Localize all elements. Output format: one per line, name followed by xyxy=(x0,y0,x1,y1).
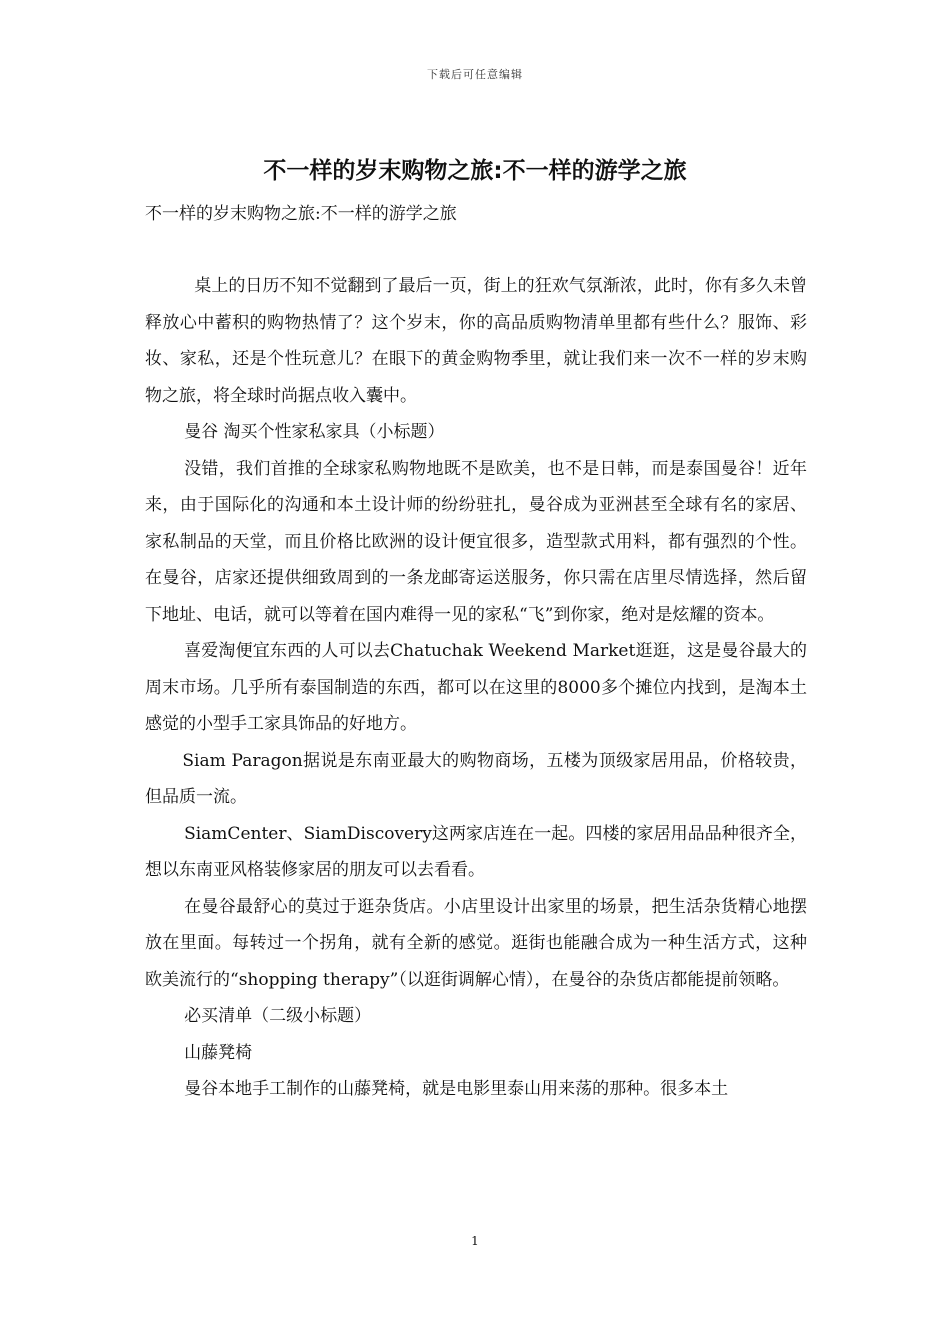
body-paragraph: 没错，我们首推的全球家私购物地既不是欧美，也不是日韩，而是泰国曼谷！近年来，由于国际化的沟通和本土设计师的纷纷驻扎，曼谷成为亚洲甚至全球有名的家居、家私制品的天堂，而且价格比欧洲的设计便宜很多，造型款式用料，都有强烈的个性。在曼谷，店家还提供细致周到的一条龙邮寄运送服务，你只需在店里尽情选择，然后留下地址、电话，就可以等着在国内难得一见的家私“飞”到你家，绝对是炫耀的资本。 xyxy=(145,458,807,625)
body-paragraph: SiamCenter、SiamDiscovery这两家店连在一起。四楼的家居用品品种很齐全，想以东南亚风格装修家居的朋友可以去看看。 xyxy=(145,823,807,880)
section-heading-bangkok: 曼谷 淘买个性家私家具（小标题） xyxy=(184,422,445,442)
body-paragraph: 曼谷本地手工制作的山藤凳椅，就是电影里泰山用来荡的那种。很多本土 xyxy=(184,1079,729,1099)
document-body xyxy=(145,268,807,1108)
item-heading-rattan-stool: 山藤凳椅 xyxy=(184,1042,253,1063)
section-heading-must-buy: 必买清单（二级小标题） xyxy=(184,1006,372,1026)
body-paragraph: 喜爱淘便宜东西的人可以去Chatuchak Weekend Market逛逛，这是曼谷最大的周末市场。几乎所有泰国制造的东西，都可以在这里的8000多个摊位内找到，是淘本土感觉的小型手工家具饰品的好地方。 xyxy=(145,641,807,734)
document-title: 不一样的岁末购物之旅:不一样的游学之旅 xyxy=(263,158,687,184)
body-paragraph: Siam Paragon据说是东南亚最大的购物商场，五楼为顶级家居用品，价格较贵，但品质一流。 xyxy=(145,750,807,807)
body-paragraph: 在曼谷最舒心的莫过于逛杂货店。小店里设计出家里的场景，把生活杂货精心地摆放在里面。每转过一个拐角，就有全新的感觉。逛街也能融合成为一种生活方式，这种欧美流行的“shopping therapy”（以逛街调解心情），在曼谷的杂货店都能提前领略。 xyxy=(145,896,807,990)
document-subtitle: 不一样的岁末购物之旅:不一样的游学之旅 xyxy=(145,204,457,224)
header-note: 下载后可任意编辑 xyxy=(427,68,523,81)
intro-paragraph: 桌上的日历不知不觉翻到了最后一页，街上的狂欢气氛渐浓，此时，你有多久未曾释放心中蓄积的购物热情了？这个岁末，你的高品质购物清单里都有些什么？服饰、彩妆、家私，还是个性玩意儿？在眼下的黄金购物季里，就让我们来一次不一样的岁末购物之旅，将全球时尚据点收入囊中。 xyxy=(145,276,807,406)
page-number: 1 xyxy=(471,1234,479,1248)
